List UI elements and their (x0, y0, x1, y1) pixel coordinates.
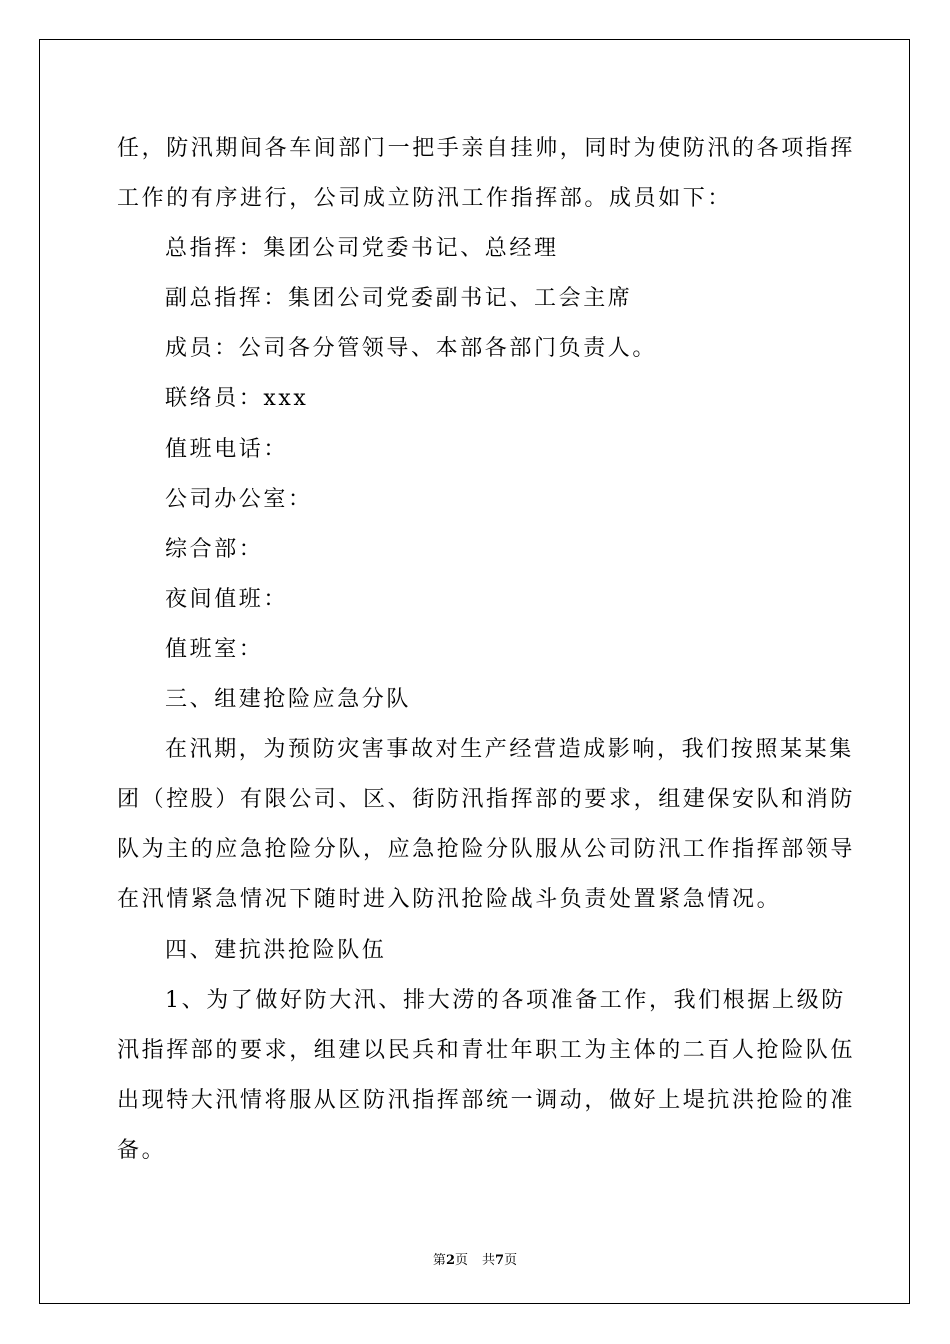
duty-phone-line: 值班电话： (165, 436, 289, 462)
general-dept-line: 综合部： (165, 536, 264, 562)
members-line: 成员：公司各分管领导、本部各部门负责人。 (165, 336, 658, 362)
company-office-line: 公司办公室： (165, 486, 313, 512)
page-footer (0, 1249, 950, 1268)
total-pages: 7 (495, 1253, 505, 1268)
paragraph-line: 团（控股）有限公司、区、街防汛指挥部的要求，组建保安队和消防 (117, 787, 856, 813)
paragraph-line: 备。 (117, 1137, 167, 1163)
paragraph-line: 任，防汛期间各车间部门一把手亲自挂帅，同时为使防汛的各项指挥 (117, 136, 856, 161)
section-3-heading: 三、组建抢险应急分队 (165, 687, 412, 713)
liaison-line: 联络员：xxx (165, 386, 309, 412)
paragraph-line: 队为主的应急抢险分队，应急抢险分队服从公司防汛工作指挥部领导 (117, 837, 856, 863)
page-number: 2 (445, 1253, 455, 1268)
page-prefix: 第 (432, 1253, 446, 1268)
paragraph-line: 在汛期，为预防灾害事故对生产经营造成影响，我们按照某某集 (165, 737, 854, 763)
section-4-heading: 四、建抗洪抢险队伍 (165, 937, 387, 963)
page-suffix: 页 (454, 1253, 468, 1268)
total-suffix: 页 (504, 1253, 518, 1268)
document-body (117, 127, 856, 1179)
duty-room-line: 值班室： (165, 636, 264, 662)
paragraph-line: 工作的有序进行，公司成立防汛工作指挥部。成员如下： (117, 186, 733, 212)
paragraph-line: 汛指挥部的要求，组建以民兵和青壮年职工为主体的二百人抢险队伍 (117, 1037, 856, 1063)
night-duty-line: 夜间值班： (165, 586, 289, 612)
paragraph-line: 出现特大汛情将服从区防汛指挥部统一调动，做好上堤抗洪抢险的准 (117, 1087, 856, 1113)
paragraph-line: 在汛情紧急情况下随时进入防汛抢险战斗负责处置紧急情况。 (117, 887, 782, 913)
commander-line: 总指挥：集团公司党委书记、总经理 (165, 236, 559, 262)
total-prefix: 共 (482, 1253, 496, 1268)
deputy-commander-line: 副总指挥：集团公司党委副书记、工会主席 (165, 286, 633, 312)
paragraph-line: 1、为了做好防大汛、排大涝的各项准备工作，我们根据上级防 (165, 987, 846, 1013)
